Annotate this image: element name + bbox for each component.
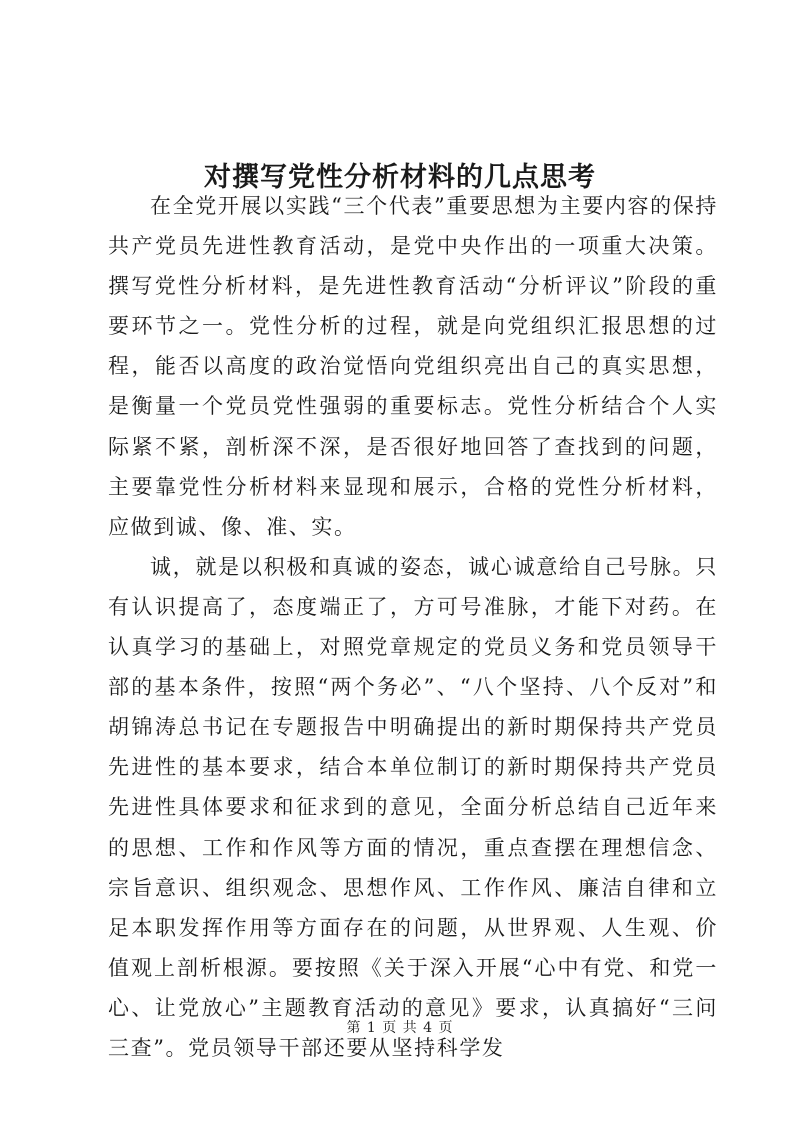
document-body (108, 186, 718, 1068)
page-number-footer: 第 1 页 共 4 页 (346, 1020, 454, 1036)
paragraph-sincerity: 诚，就是以积极和真诚的姿态，诚心诚意给自己号脉。只有认识提高了，态度端正了，方可号准脉，才能下对药。在认真学习的基础上，对照党章规定的党员义务和党员领导干部的基本条件，按照“两个务必”、“八个坚持、八个反对”和胡锦涛总书记在专题报告中明确提出的新时期保持共产党员先进性的基本要求，结合本单位制订的新时期保持共产党员先进性具体要求和征求到的意见，全面分析总结自己近年来的思想、工作和作风等方面的情况，重点查摆在理想信念、宗旨意识、组织观念、思想作风、工作作风、廉洁自律和立足本职发挥作用等方面存在的问题，从世界观、人生观、价值观上剖析根源。要按照《关于深入开展“心中有党、和党一心、让党放心”主题教育活动的意见》要求，认真搞好“三问三查”。党员领导干部还要从坚持科学发 (108, 554, 718, 1060)
document-title: 对撰写党性分析材料的几点思考 (204, 162, 596, 194)
paragraph-intro: 在全党开展以实践“三个代表”重要思想为主要内容的保持共产党员先进性教育活动，是党中央作出的一项重大决策。撰写党性分析材料，是先进性教育活动“分析评议”阶段的重要环节之一。党性分析的过程，就是向党组织汇报思想的过程，能否以高度的政治觉悟向党组织亮出自己的真实思想，是衡量一个党员党性强弱的重要标志。党性分析结合个人实际紧不紧，剖析深不深，是否很好地回答了查找到的问题，主要靠党性分析材料来显现和展示，合格的党性分析材料，应做到诚、像、准、实。 (108, 194, 718, 539)
